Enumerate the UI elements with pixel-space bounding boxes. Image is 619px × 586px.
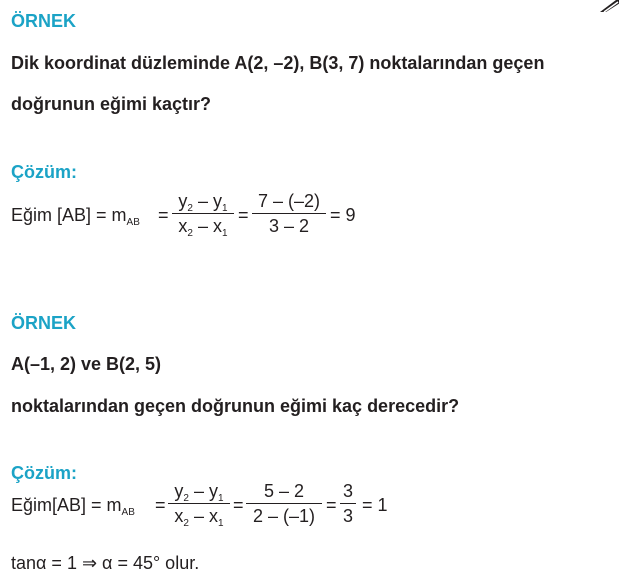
simplified-fraction [340,481,356,526]
slope-value-fraction-2 [246,481,322,526]
equals-sign: = [158,205,169,225]
slope-lhs-text: Eğim[AB] = m [11,495,122,515]
example-question-line-1: Dik koordinat düzleminde A(2, –2), B(3, 7) noktalarından geçen [11,53,545,73]
solution-heading-2: Çözüm: [11,463,77,483]
slope-result-2: = 1 [362,495,388,515]
slope-formula-numerator: $y_2 - y_1$ [178,191,228,214]
angle-conclusion: tanα = 1 ⇒ α = 45° olur. [11,553,200,573]
slope-formula-numerator: $y_2 - y_1$ [174,481,224,504]
slope-formula-denominator: $x_2 - x_1$ [174,506,224,529]
solution-heading-1: Çözüm: [11,162,77,182]
slope-formula-denominator: $x_2 - x_1$ [178,216,228,239]
pen-icon [598,0,619,12]
equals-sign: = [238,205,249,225]
example-points: A(–1, 2) ve B(2, 5) [11,354,162,374]
slope-lhs-1 [11,205,140,228]
slope-formula-fraction-2 [168,481,230,534]
slope-value-numerator: 5 – 2 [263,481,305,501]
slope-lhs-subscript: AB [126,217,140,228]
slope-result-1: = 9 [330,205,356,225]
slope-value-denominator: 3 – 2 [268,216,310,236]
slope-lhs-2 [11,495,135,518]
equals-sign: = [326,495,337,515]
slope-formula-fraction-1 [172,191,234,244]
slope-value-denominator: 2 – (–1) [252,506,316,526]
example-question: noktalarından geçen doğrunun eğimi kaç derecedir? [11,396,460,416]
simplified-numerator: 3 [342,481,353,501]
slope-lhs-subscript: AB [121,507,135,518]
equals-sign: = [155,495,166,515]
example-heading-1: ÖRNEK [11,11,77,31]
slope-lhs-text: Eğim [AB] = m [11,205,127,225]
example-heading-2: ÖRNEK [11,313,77,333]
slope-value-numerator: 7 – (–2) [257,191,321,211]
slope-value-fraction-1 [252,191,326,236]
equals-sign: = [233,495,244,515]
example-question-line-2: doğrunun eğimi kaçtır? [11,94,212,114]
simplified-denominator: 3 [342,506,353,526]
